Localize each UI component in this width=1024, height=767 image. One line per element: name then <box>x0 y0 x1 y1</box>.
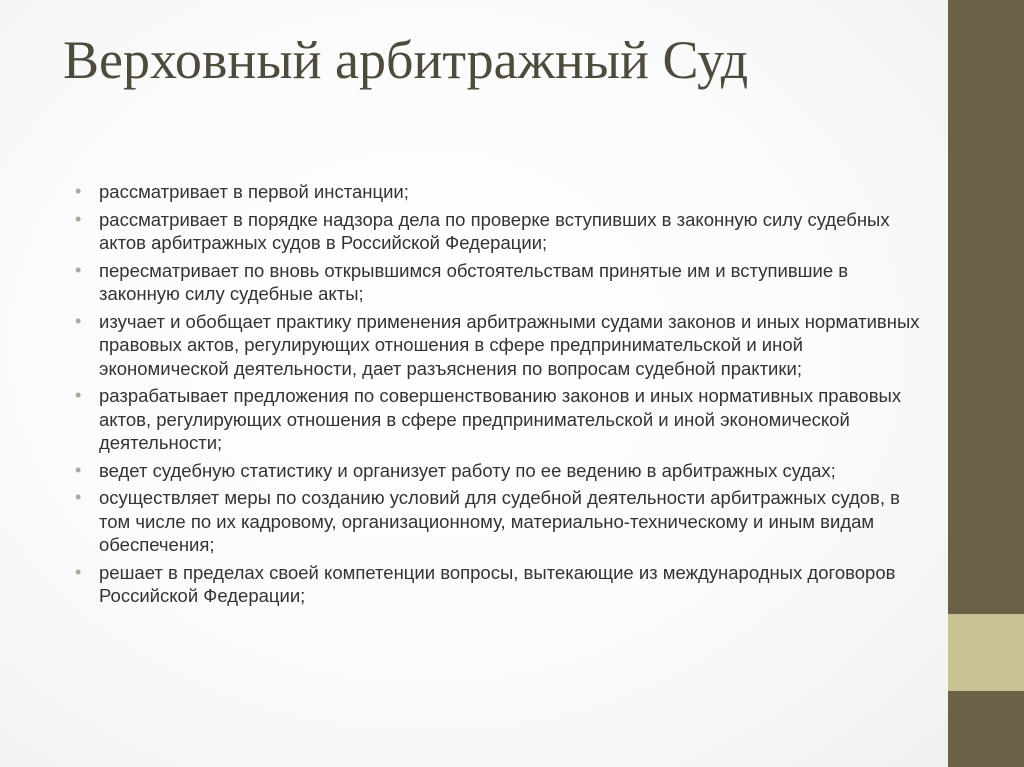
bullet-dot-icon: • <box>75 310 82 331</box>
bullet-text: разрабатывает предложения по совершенствованию законов и иных нормативных правовых актов, регулирующих отношения в сфере предпринимательской и иной экономической деятельности; <box>99 385 902 453</box>
bullet-text: решает в пределах своей компетенции вопросы, вытекающие из международных договоров Российской Федерации; <box>99 561 896 606</box>
sidebar-stripe-accent <box>948 614 1024 691</box>
bullet-dot-icon: • <box>75 208 82 229</box>
bullet-text: рассматривает в первой инстанции; <box>99 181 409 202</box>
bullet-text: пересматривает по вновь открывшимся обстоятельствам принятые им и вступившие в законную силу судебные акты; <box>99 259 849 304</box>
bullet-item <box>75 310 920 381</box>
slide-title: Верховный арбитражный Суд <box>63 30 749 90</box>
bullet-item <box>75 561 920 608</box>
bullet-item <box>75 384 920 455</box>
bullet-dot-icon: • <box>75 181 82 201</box>
bullet-item <box>75 208 920 255</box>
bullet-text: ведет судебную статистику и организует работу по ее ведению в арбитражных судах; <box>99 459 836 481</box>
bullet-text: рассматривает в порядке надзора дела по проверке вступивших в законную силу судебных актов арбитражных судов в Российской Федерации; <box>99 208 890 253</box>
bullet-text: изучает и обобщает практику применения арбитражными судами законов и иных нормативных правовых актов, регулирующих отношения в сфере предпринимательской и иной экономической деятельности, дает разъяснения по вопросам судебной практики; <box>99 310 920 379</box>
sidebar-stripe-bottom <box>948 691 1024 767</box>
bullet-dot-icon: • <box>75 259 82 280</box>
bullet-dot-icon: • <box>75 459 82 480</box>
bullet-text: осуществляет меры по созданию условий для судебной деятельности арбитражных судов, в том числе по их кадровому, организационному, материально-техническому и иным видам обеспечения; <box>99 487 900 555</box>
sidebar-stripe-top <box>948 0 1024 614</box>
bullet-item <box>75 180 920 204</box>
bullet-item <box>75 259 920 306</box>
bullet-item <box>75 486 920 557</box>
bullet-dot-icon: • <box>75 561 82 582</box>
bullet-dot-icon: • <box>75 487 82 507</box>
bullet-list <box>75 180 920 612</box>
bullet-dot-icon: • <box>75 385 82 405</box>
bullet-item <box>75 459 920 483</box>
